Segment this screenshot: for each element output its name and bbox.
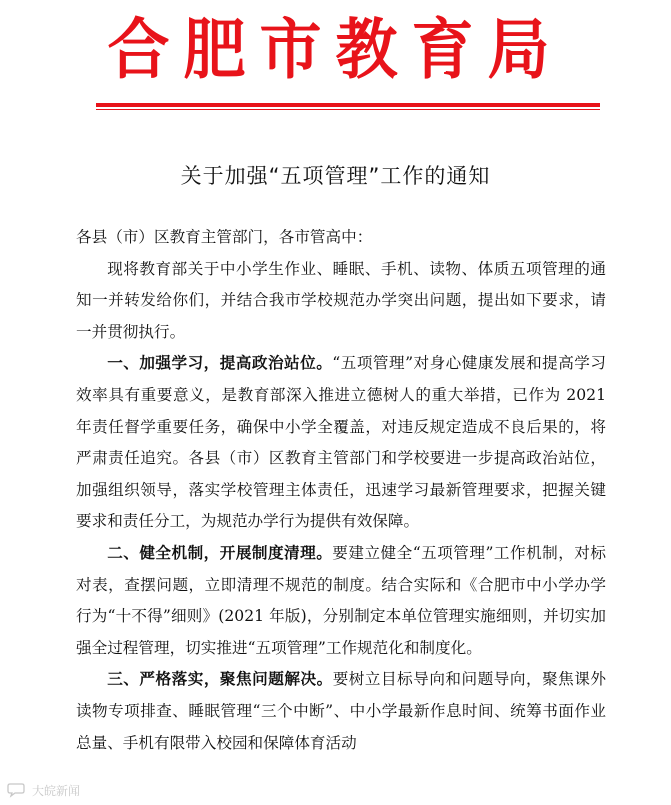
section-heading: 三、严格落实，聚焦问题解决。 bbox=[107, 670, 333, 689]
section-paragraph bbox=[76, 348, 606, 538]
section-body: 要建立健全“五项管理”工作机制，对标对表，查摆问题，立即清理不规范的制度。结合实际和《合肥市中小学办学行为“十不得”细则》(2021 年版)，分别制定本单位管理实施细则，并切实加强全过程管理，切实推进“五项管理”工作规范化和制度化。 bbox=[76, 543, 606, 657]
intro-paragraph: 现将教育部关于中小学生作业、睡眠、手机、读物、体质五项管理的通知一并转发给你们，并结合我市学校规范办学突出问题，提出如下要求，请一并贯彻执行。 bbox=[76, 259, 606, 341]
section-body: “五项管理”对身心健康发展和提高学习效率具有重要意义，是教育部深入推进立德树人的重大举措，已作为 2021 年责任督学重要任务，确保中小学全覆盖，对违反规定造成不良后果的，将严肃责任追究。各县（市）区教育主管部门和学校要进一步提高政治站位，加强组织领导，落实学校管理主体责任，迅速学习最新管理要求，把握关键要求和责任分工，为规范办学行为提供有效保障。 bbox=[76, 354, 606, 531]
letterhead-rule-thick bbox=[96, 103, 600, 107]
salutation: 各县（市）区教育主管部门，各市管高中： bbox=[76, 228, 373, 246]
section-heading: 一、加强学习，提高政治站位。 bbox=[107, 354, 333, 373]
watermark-text: 大皖新闻 bbox=[32, 783, 81, 798]
document-body bbox=[76, 222, 606, 759]
speech-bubble-icon bbox=[6, 782, 28, 798]
letterhead-rule-thin bbox=[96, 109, 600, 110]
watermark bbox=[6, 780, 80, 800]
section-paragraph bbox=[76, 664, 606, 759]
section-body: 要树立目标导向和问题导向，聚焦课外读物专项排查、睡眠管理“三个中断”、中小学最新作息时间、统筹书面作业总量、手机有限带入校园和保障体育活动 bbox=[76, 670, 606, 752]
section-paragraph bbox=[76, 538, 606, 664]
section-heading: 二、健全机制，开展制度清理。 bbox=[107, 543, 333, 562]
agency-name: 合肥市教育局 bbox=[107, 11, 564, 88]
letterhead bbox=[0, 10, 671, 90]
document-title: 关于加强“五项管理”工作的通知 bbox=[180, 164, 491, 188]
